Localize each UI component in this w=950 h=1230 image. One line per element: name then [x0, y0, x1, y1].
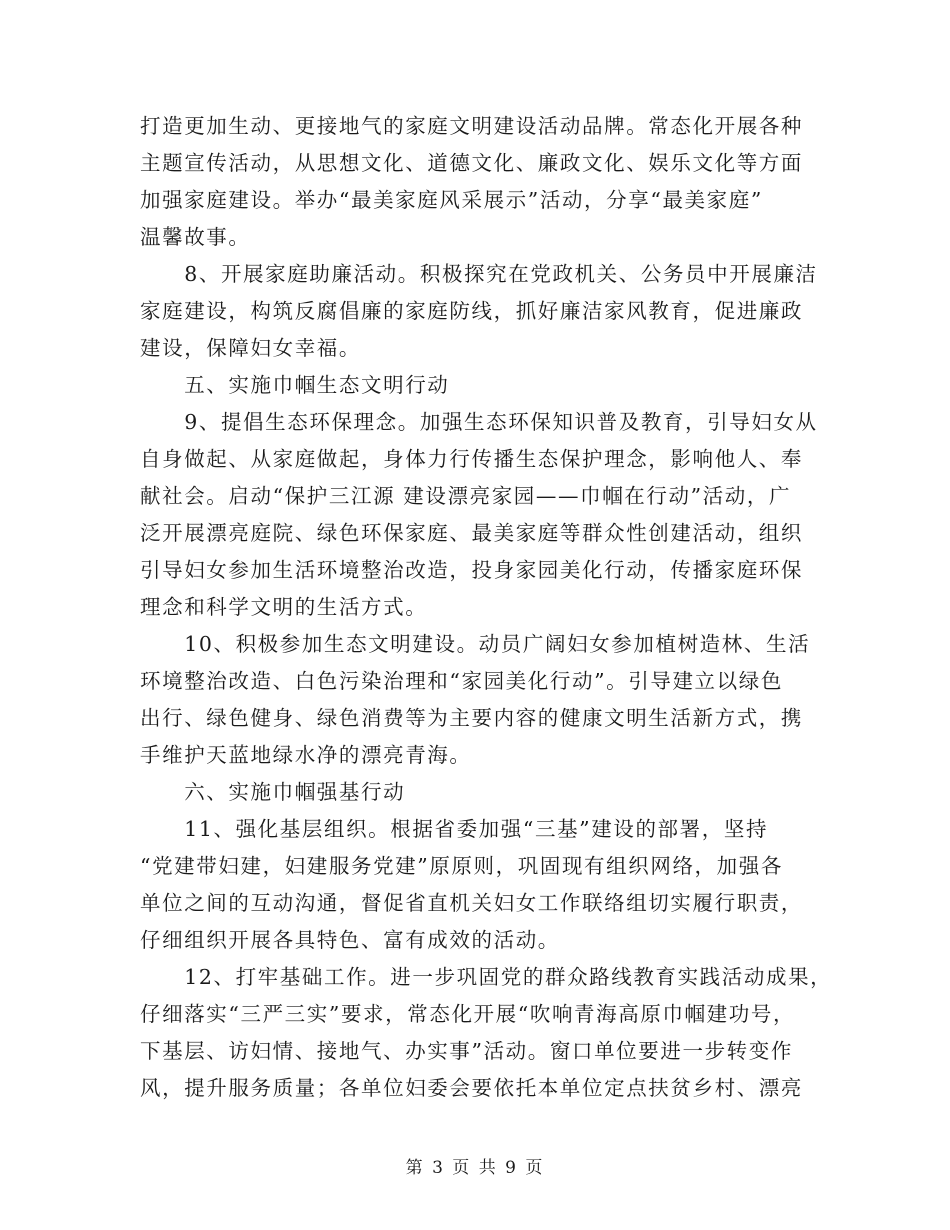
text-line: 10、积极参加生态文明建设。动员广阔妇女参加植树造林、生活	[140, 632, 811, 656]
text-line: 泛开展漂亮庭院、绿色环保家庭、最美家庭等群众性创建活动，组织	[140, 521, 803, 545]
text-line: 12、打牢基础工作。进一步巩固党的群众路线教育实践活动成果，	[140, 965, 833, 989]
text-line: 建设，保障妇女幸福。	[140, 336, 361, 360]
text-line: 风，提升服务质量；各单位妇委会要依托本单位定点扶贫乡村、漂亮	[140, 1076, 803, 1100]
text-line: 8、开展家庭助廉活动。积极探究在党政机关、公务员中开展廉洁	[140, 262, 818, 286]
text-line: 家庭建设，构筑反腐倡廉的家庭防线，抓好廉洁家风教育，促进廉政	[140, 299, 803, 323]
text-line: 献社会。启动“保护三江源 建设漂亮家园——巾帼在行动”活动，广	[140, 484, 792, 508]
text-line: 主题宣传活动，从思想文化、道德文化、廉政文化、娱乐文化等方面	[140, 151, 803, 175]
text-line: 单位之间的互动沟通，督促省直机关妇女工作联络组切实履行职责，	[140, 891, 803, 915]
text-line: 仔细组织开展各具特色、富有成效的活动。	[140, 928, 560, 952]
document-body	[140, 108, 833, 1107]
text-line: 环境整治改造、白色污染治理和“家园美化行动”。引导建立以绿色	[140, 669, 783, 693]
text-line: 手维护天蓝地绿水净的漂亮青海。	[140, 743, 472, 767]
page-number-footer: 第 3 页 共 9 页	[405, 1158, 545, 1178]
text-line: 11、强化基层组织。根据省委加强“三基”建设的部署，坚持	[140, 817, 769, 841]
text-line: 下基层、访妇情、接地气、办实事”活动。窗口单位要进一步转变作	[140, 1039, 793, 1063]
text-line: 理念和科学文明的生活方式。	[140, 595, 428, 619]
section-heading: 五、实施巾帼生态文明行动	[140, 373, 450, 397]
text-line: 出行、绿色健身、绿色消费等为主要内容的健康文明生活新方式，携	[140, 706, 803, 730]
text-line: 加强家庭建设。举办“最美家庭风采展示”活动，分享“最美家庭”	[140, 188, 763, 212]
text-line: 温馨故事。	[140, 225, 251, 249]
text-line: 打造更加生动、更接地气的家庭文明建设活动品牌。常态化开展各种	[140, 114, 803, 138]
section-heading: 六、实施巾帼强基行动	[140, 780, 406, 804]
text-line: 引导妇女参加生活环境整治改造，投身家园美化行动，传播家庭环保	[140, 558, 803, 582]
text-line: 自身做起、从家庭做起，身体力行传播生态保护理念，影响他人、奉	[140, 447, 803, 471]
text-line: “党建带妇建，妇建服务党建”原原则，巩固现有组织网络，加强各	[140, 854, 783, 878]
text-line: 9、提倡生态环保理念。加强生态环保知识普及教育，引导妇女从	[140, 410, 818, 434]
text-line: 仔细落实“三严三实”要求，常态化开展“吹响青海高原巾帼建功号，	[140, 1002, 796, 1026]
